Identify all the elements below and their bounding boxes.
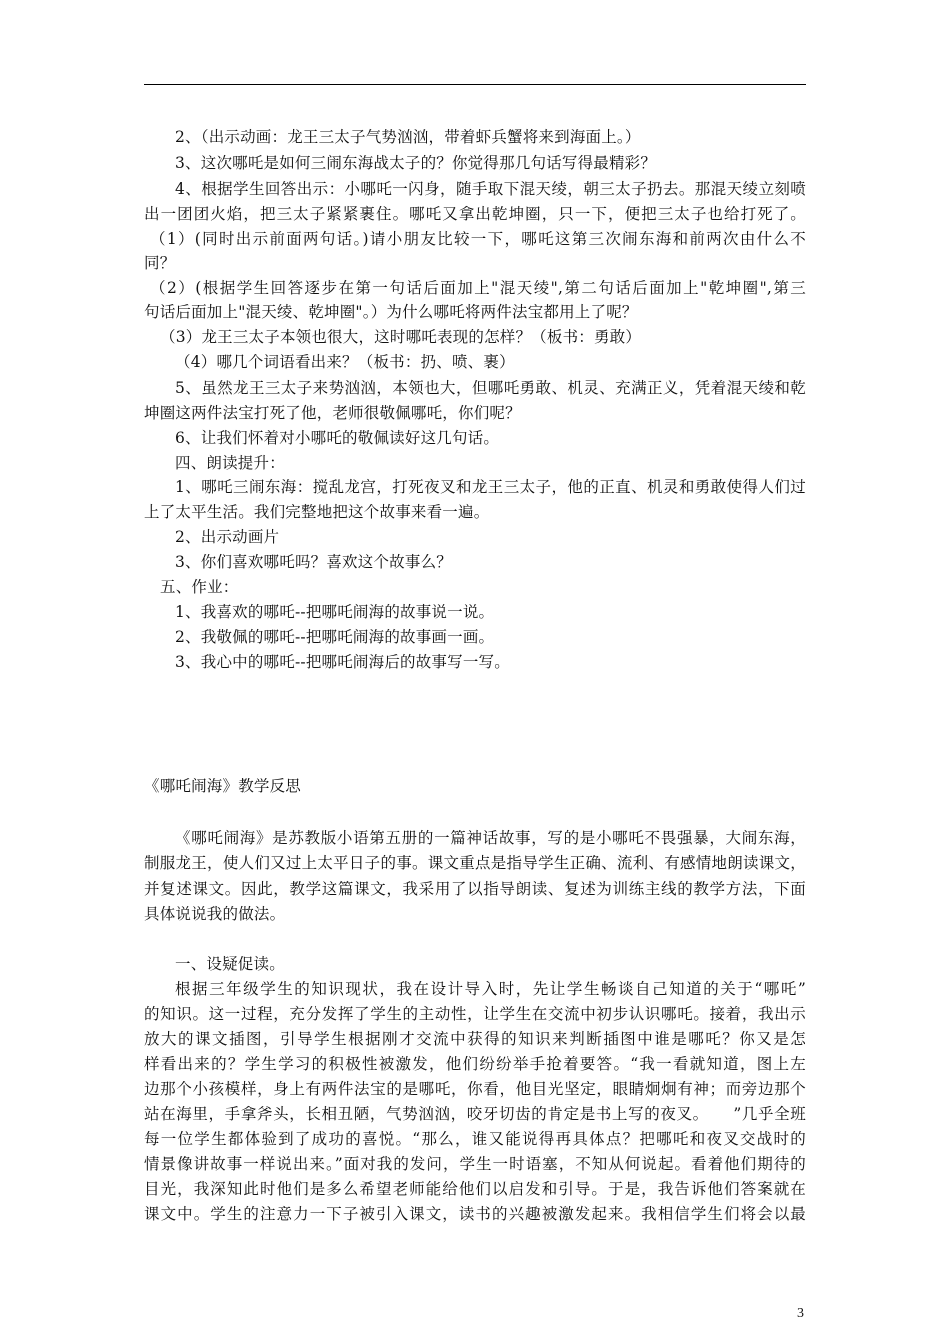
section-heading: 一、设疑促读。 <box>175 955 285 973</box>
text-line: 句话后面加上"混天绫、乾坤圈"。）为什么哪吒将两件法宝都用上了呢？ <box>144 303 638 321</box>
text-line: 制服龙王，使人们又过上太平日子的事。课文重点是指导学生正确、流利、有感情地朗读课文， <box>144 854 806 872</box>
text-line: 3、你们喜欢哪吒吗？喜欢这个故事么？ <box>175 553 452 571</box>
header-rule <box>144 84 806 85</box>
text-line: 样看出来的？学生学习的积极性被激发，他们纷纷举手抢着要答。“我一看就知道，图上左 <box>144 1055 806 1073</box>
page-number: 3 <box>797 1306 804 1321</box>
text-line: 3、我心中的哪吒--把哪吒闹海后的故事写一写。 <box>175 653 510 671</box>
text-line: 课文中。学生的注意力一下子被引入课文，读书的兴趣被激发起来。我相信学生们将会以最 <box>144 1205 806 1223</box>
section-heading: 五、作业： <box>160 578 239 596</box>
reflection-title: 《哪吒闹海》教学反思 <box>144 777 302 795</box>
text-line: 坤圈这两件法宝打死了他，老师很敬佩哪吒，你们呢？ <box>144 404 521 422</box>
text-line: 的知识。这一过程，充分发挥了学生的主动性，让学生在交流中初步认识哪吒。接着，我出示 <box>144 1005 806 1023</box>
text-line: 2、（出示动画：龙王三太子气势汹汹，带着虾兵蟹将来到海面上。） <box>175 128 641 146</box>
text-line: （1）(同时出示前面两句话。)请小朋友比较一下，哪吒这第三次闹东海和前两次由什么不 <box>150 230 806 248</box>
text-line: 边那个小孩模样，身上有两件法宝的是哪吒，你看，他目光坚定，眼睛炯炯有神；而旁边那个 <box>144 1080 806 1098</box>
text-line: 5、虽然龙王三太子来势汹汹，本领也大，但哪吒勇敢、机灵、充满正义，凭着混天绫和乾 <box>175 379 806 397</box>
text-line: （3）龙王三太子本领也很大，这时哪吒表现的怎样？（板书：勇敢） <box>160 328 642 346</box>
text-line: 6、让我们怀着对小哪吒的敬佩读好这几句话。 <box>175 429 500 447</box>
text-line: 1、我喜欢的哪吒--把哪吒闹海的故事说一说。 <box>175 603 495 621</box>
text-line: 《哪吒闹海》是苏教版小语第五册的一篇神话故事，写的是小哪吒不畏强暴，大闹东海， <box>175 829 806 847</box>
text-line: 1、哪吒三闹东海：搅乱龙宫，打死夜叉和龙王三太子，他的正直、机灵和勇敢使得人们过 <box>175 478 806 496</box>
text-line: 上了太平生活。我们完整地把这个故事来看一遍。 <box>144 503 490 521</box>
text-line: 放大的课文插图，引导学生根据刚才交流中获得的知识来判断插图中谁是哪吒？你又是怎 <box>144 1030 806 1048</box>
text-line: 根据三年级学生的知识现状，我在设计导入时，先让学生畅谈自己知道的关于“哪吒” <box>175 980 806 998</box>
text-line: 并复述课文。因此，教学这篇课文，我采用了以指导朗读、复述为训练主线的教学方法，下面 <box>144 880 806 898</box>
text-line: （4）哪几个词语看出来？（板书：扔、喷、裹） <box>175 353 515 371</box>
text-line: 2、出示动画片 <box>175 528 280 546</box>
text-line: （2）(根据学生回答逐步在第一句话后面加上"混天绫",第二句话后面加上"乾坤圈",第三 <box>150 279 806 297</box>
section-heading: 四、朗读提升： <box>175 454 285 472</box>
text-line: 4、根据学生回答出示：小哪吒一闪身，随手取下混天绫，朝三太子扔去。那混天绫立刻喷 <box>175 180 806 198</box>
text-line: 每一位学生都体验到了成功的喜悦。“那么，谁又能说得再具体点？把哪吒和夜叉交战时的 <box>144 1130 806 1148</box>
text-line: 同？ <box>144 254 176 272</box>
text-line: 具体说说我的做法。 <box>144 905 286 923</box>
text-line: 站在海里，手拿斧头，长相丑陋，气势汹汹，咬牙切齿的肯定是书上写的夜叉。 ”几乎全班 <box>144 1105 806 1123</box>
text-line: 2、我敬佩的哪吒--把哪吒闹海的故事画一画。 <box>175 628 495 646</box>
text-line: 3、这次哪吒是如何三闹东海战太子的？你觉得那几句话写得最精彩？ <box>175 154 657 172</box>
text-line: 出一团团火焰，把三太子紧紧裹住。哪吒又拿出乾坤圈，只一下，便把三太子也给打死了。 <box>144 205 806 223</box>
text-line: 目光，我深知此时他们是多么希望老师能给他们以启发和引导。于是，我告诉他们答案就在 <box>144 1180 806 1198</box>
text-line: 情景像讲故事一样说出来。”面对我的发问，学生一时语塞，不知从何说起。看着他们期待的 <box>144 1155 806 1173</box>
